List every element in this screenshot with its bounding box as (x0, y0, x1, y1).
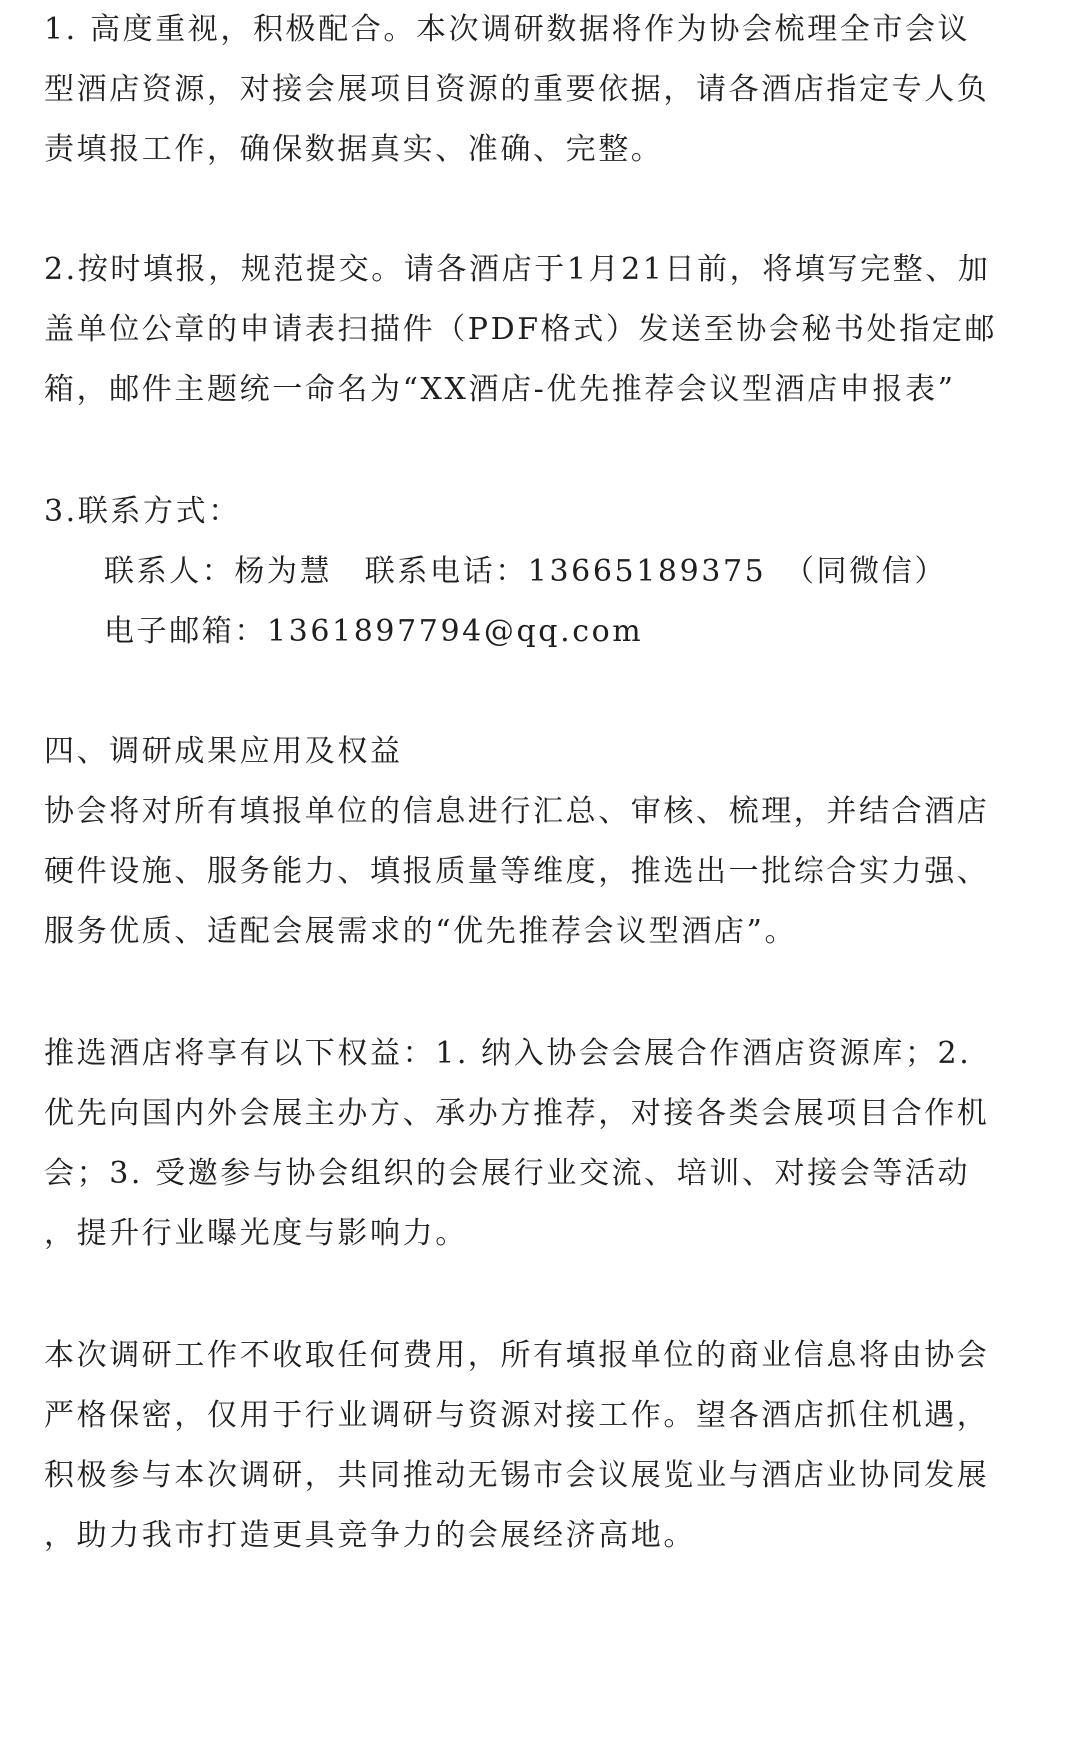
benefits-line-1: 推选酒店将享有以下权益：1. 纳入协会会展合作酒店资源库；2. (44, 1036, 972, 1071)
contact-heading: 3.联系方式： (44, 494, 241, 529)
closing-line-1: 本次调研工作不收取任何费用，所有填报单位的商业信息将由协会 (44, 1338, 990, 1373)
section4-line-1: 协会将对所有填报单位的信息进行汇总、审核、梳理，并结合酒店 (44, 794, 990, 829)
contact-email-line: 电子邮箱：1361897794@qq.com (104, 614, 644, 649)
section1-line-2: 型酒店资源，对接会展项目资源的重要依据，请各酒店指定专人负 (44, 72, 990, 107)
section1-line-3: 责填报工作，确保数据真实、准确、完整。 (44, 132, 664, 167)
benefits-line-3: 会；3. 受邀参与协会组织的会展行业交流、培训、对接会等活动 (44, 1156, 971, 1191)
section4-line-2: 硬件设施、服务能力、填报质量等维度，推选出一批综合实力强、 (44, 854, 990, 889)
section2-line-1: 2.按时填报，规范提交。请各酒店于1月21日前，将填写完整、加 (44, 252, 991, 287)
section2-line-3: 箱，邮件主题统一命名为“XX酒店-优先推荐会议型酒店申报表” (44, 372, 956, 407)
section1-line-1: 1. 高度重视，积极配合。本次调研数据将作为协会梳理全市会议 (44, 12, 971, 47)
section4-heading: 四、调研成果应用及权益 (44, 734, 403, 769)
closing-line-4: ，助力我市打造更具竞争力的会展经济高地。 (44, 1518, 696, 1553)
section2-line-2: 盖单位公章的申请表扫描件（PDF格式）发送至协会秘书处指定邮 (44, 312, 998, 347)
closing-line-3: 积极参与本次调研，共同推动无锡市会议展览业与酒店业协同发展 (44, 1458, 990, 1493)
contact-person-line: 联系人：杨为慧 联系电话：13665189375 （同微信） (104, 554, 947, 589)
section4-line-3: 服务优质、适配会展需求的“优先推荐会议型酒店”。 (44, 914, 798, 949)
closing-line-2: 严格保密，仅用于行业调研与资源对接工作。望各酒店抓住机遇， (44, 1398, 990, 1433)
benefits-line-4: ，提升行业曝光度与影响力。 (44, 1216, 468, 1251)
benefits-line-2: 优先向国内外会展主办方、承办方推荐，对接各类会展项目合作机 (44, 1096, 990, 1131)
